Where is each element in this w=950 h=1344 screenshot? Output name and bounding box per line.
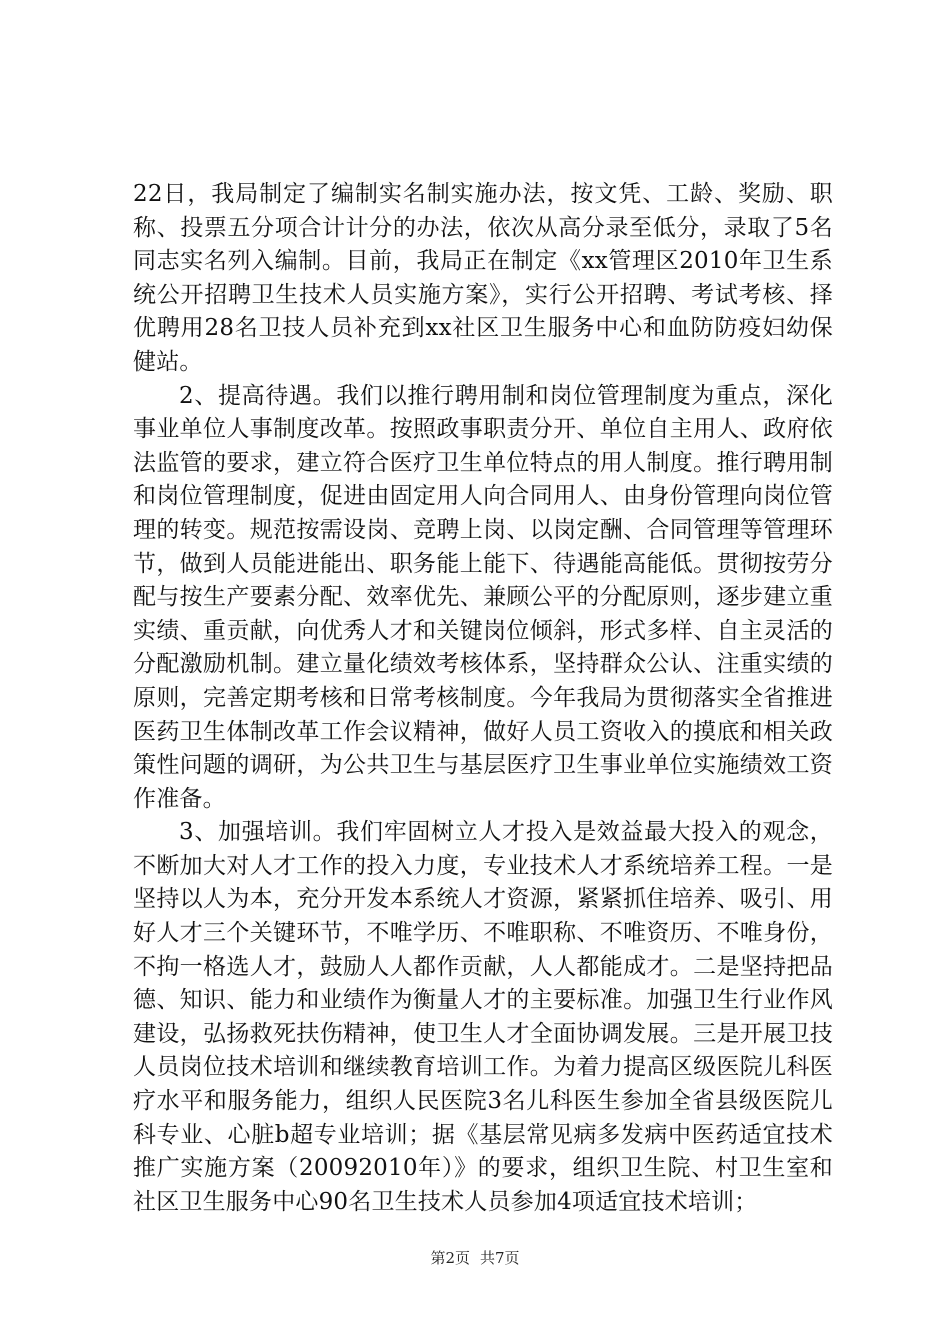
page-total: 共7页 — [480, 1249, 520, 1267]
paragraph-1: 22日，我局制定了编制实名制实施办法，按文凭、工龄、奖励、职称、投票五分项合计计分的办法，依次从高分录至低分，录取了5名同志实名列入编制。目前，我局正在制定《xx管理区2010年卫生系统公开招聘卫生技术人员实施方案》，实行公开招聘、考试考核、择优聘用28名卫技人员补充到xx社区卫生服务中心和血防防疫妇幼保健站。 — [133, 181, 833, 375]
paragraph-3: 3、加强培训。我们牢固树立人才投入是效益最大投入的观念，不断加大对人才工作的投入力度，专业技术人才系统培养工程。一是坚持以人为本，充分开发本系统人才资源，紧紧抓住培养、吸引、用好人才三个关键环节，不唯学历、不唯职称、不唯资历、不唯身份，不拘一格选人才，鼓励人人都作贡献，人人都能成才。二是坚持把品德、知识、能力和业绩作为衡量人才的主要标准。加强卫生行业作风建设，弘扬救死扶伤精神，使卫生人才全面协调发展。三是开展卫技人员岗位技术培训和继续教育培训工作。为着力提高区级医院儿科医疗水平和服务能力，组织人民医院3名儿科医生参加全省县级医院儿科专业、心脏b超专业培训；据《基层常见病多发病中医药适宜技术推广实施方案（20092010年）》的要求，组织卫生院、村卫生室和社区卫生服务中心90名卫生技术人员参加4项适宜技术培训； — [133, 819, 833, 1215]
page-footer — [0, 1248, 950, 1268]
paragraph-2: 2、提高待遇。我们以推行聘用制和岗位管理制度为重点，深化事业单位人事制度改革。按照政事职责分开、单位自主用人、政府依法监管的要求，建立符合医疗卫生单位特点的用人制度。推行聘用制和岗位管理制度，促进由固定用人向合同用人、由身份管理向岗位管理的转变。规范按需设岗、竞聘上岗、以岗定酬、合同管理等管理环节，做到人员能进能出、职务能上能下、待遇能高能低。贯彻按劳分配与按生产要素分配、效率优先、兼顾公平的分配原则，逐步建立重实绩、重贡献，向优秀人才和关键岗位倾斜，形式多样、自主灵活的分配激励机制。建立量化绩效考核体系，坚持群众公认、注重实绩的原则，完善定期考核和日常考核制度。今年我局为贯彻落实全省推进医药卫生体制改革工作会议精神，做好人员工资收入的摸底和相关政策性问题的调研，为公共卫生与基层医疗卫生事业单位实施绩效工资作准备。 — [133, 382, 833, 812]
page-number: 第2页 — [430, 1249, 470, 1267]
document-body — [133, 178, 833, 1219]
